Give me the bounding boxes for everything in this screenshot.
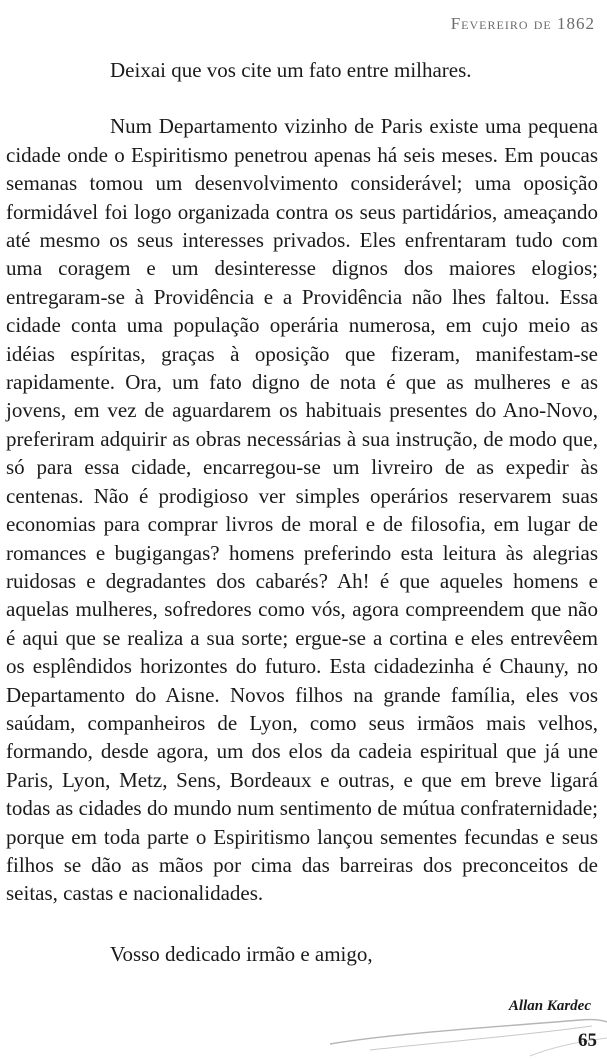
main-paragraph: Num Departamento vizinho de Paris existe uma pequena cidade onde o Espiritismo penetrou apenas há seis meses. Em poucas semanas tomou um desenvolvimento considerável; uma oposição formidável foi logo organizada contra os seus partidários, ameaçando até mesmo os seus interesses privados. Eles enfrentaram tudo com uma coragem e um desinteresse dignos dos maiores elogios; entregaram-se à Providência e a Providência não lhes faltou. Essa cidade conta uma população operária numerosa, em cujo meio as idéias espíritas, graças à oposição que fizeram, manifestam-se rapidamente. Ora, um fato digno de nota é que as mulheres e as jovens, em vez de aguardarem os habituais presentes do Ano-Novo, preferiram adquirir as obras necessárias à sua instrução, de modo que, só para essa cidade, encarregou-se um livreiro de as expedir às centenas. Não é prodigioso ver simples operários reservarem suas economias para comprar livros de moral e de filosofia, em lugar de romances e bugigangas? homens preferindo esta leitura às alegrias ruidosas e degradantes dos cabarés? Ah! é que aqueles homens e aquelas mulheres, sofredores como vós, agora compreendem que não é aqui que se realiza a sua sorte; ergue-se a cortina e eles entrevêem os esplêndidos horizontes do futuro. Esta cidadezinha é Chauny, no Departamento do Aisne. Novos filhos na grande família, eles vos saúdam, companheiros de Lyon, como seus irmãos mais velhos, formando, desde agora, um dos elos da cadeia espiritual que já une Paris, Lyon, Metz, Sens, Bordeaux e outras, e que em breve ligará todas as cidades do mundo num sentimento de mútua confraternidade; porque em toda parte o Espiritismo lançou sementes fecundas e seus filhos se dão as mãos por cima das barreiras dos preconceitos de seitas, castas e nacionalidades. [6,114,598,906]
running-header: Fevereiro de 1862 [450,14,595,33]
closing-salutation: Vosso dedicado irmão e amigo, [110,942,373,966]
page-number: 65 [578,1030,597,1051]
author-signature: Allan Kardec [508,998,591,1014]
swoosh-ornament-icon [330,1012,607,1062]
intro-sentence: Deixai que vos cite um fato entre milhares. [110,58,472,82]
page-text [6,56,598,908]
